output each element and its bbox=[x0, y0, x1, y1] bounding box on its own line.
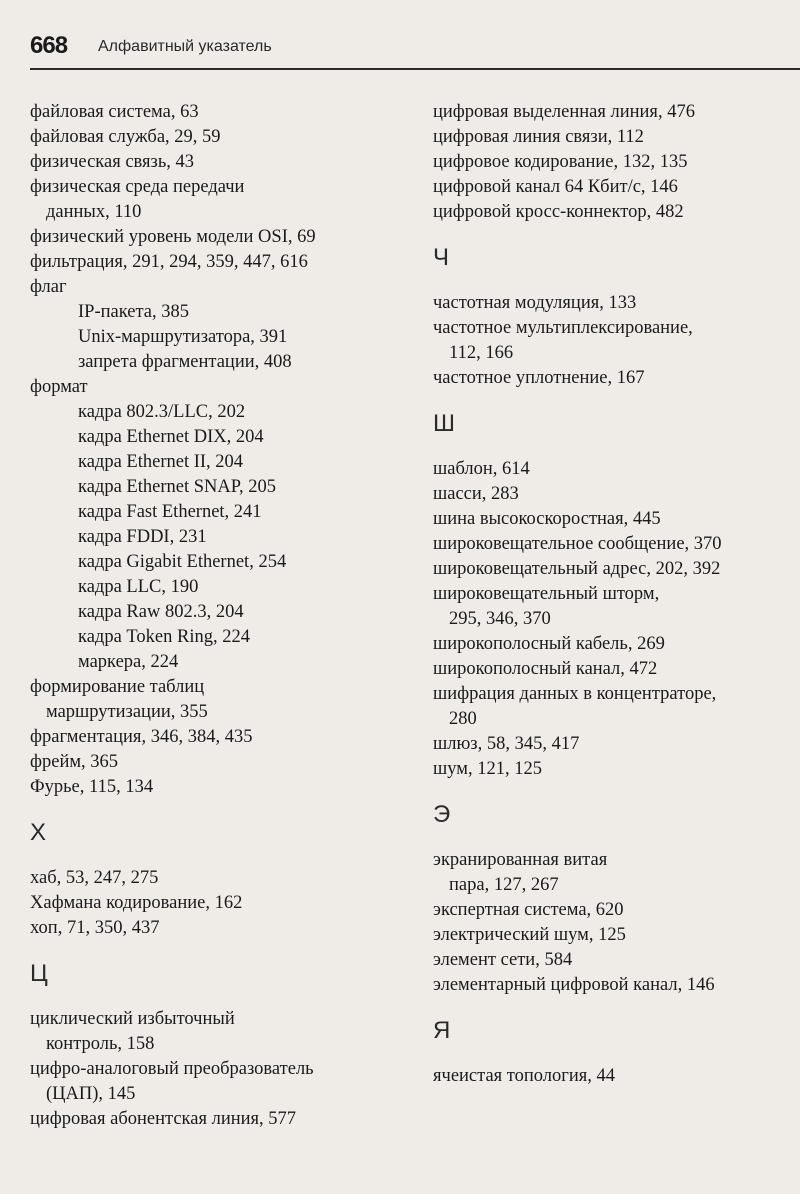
index-entry: элемент сети, 584 bbox=[433, 950, 573, 970]
index-entry: шаблон, 614 bbox=[433, 459, 530, 479]
index-subentry: IP-пакета, 385 bbox=[78, 302, 189, 322]
index-entry: циклический избыточный bbox=[30, 1009, 235, 1029]
index-entry: фильтрация, 291, 294, 359, 447, 616 bbox=[30, 252, 308, 272]
section-letter: Ц bbox=[30, 960, 48, 987]
index-entry-continuation: 112, 166 bbox=[449, 343, 514, 363]
index-entry: фрагментация, 346, 384, 435 bbox=[30, 727, 253, 747]
index-subentry: кадра Ethernet II, 204 bbox=[78, 452, 244, 472]
index-entry: цифровое кодирование, 132, 135 bbox=[433, 152, 688, 172]
index-entry: файловая служба, 29, 59 bbox=[30, 127, 221, 147]
index-entry: Фурье, 115, 134 bbox=[30, 777, 154, 797]
index-entry: цифровая абонентская линия, 577 bbox=[30, 1109, 297, 1129]
index-subentry: маркера, 224 bbox=[78, 652, 179, 672]
section-letter: Ч bbox=[433, 244, 449, 271]
index-entry: хаб, 53, 247, 275 bbox=[30, 868, 159, 888]
index-entry: хоп, 71, 350, 437 bbox=[30, 918, 160, 938]
index-entry-continuation: (ЦАП), 145 bbox=[46, 1084, 136, 1104]
section-letter: Я bbox=[433, 1017, 451, 1044]
index-entry: файловая система, 63 bbox=[30, 102, 199, 122]
section-letter: Ш bbox=[433, 410, 455, 437]
index-subentry: кадра Gigabit Ethernet, 254 bbox=[78, 552, 287, 572]
index-entry: цифро-аналоговый преобразователь bbox=[30, 1059, 314, 1079]
index-entry: широковещательное сообщение, 370 bbox=[433, 534, 722, 554]
index-entry: формирование таблиц bbox=[30, 677, 205, 697]
index-entry: шум, 121, 125 bbox=[433, 759, 542, 779]
index-entry-continuation: 280 bbox=[449, 709, 477, 729]
index-entry: широковещательный шторм, bbox=[433, 584, 660, 604]
index-entry: частотное уплотнение, 167 bbox=[433, 368, 645, 388]
index-entry: шифрация данных в концентраторе, bbox=[433, 684, 717, 704]
index-subentry: кадра Fast Ethernet, 241 bbox=[78, 502, 262, 522]
index-entry: частотная модуляция, 133 bbox=[433, 293, 637, 313]
index-entry: экранированная витая bbox=[433, 850, 608, 870]
index-entry: экспертная система, 620 bbox=[433, 900, 624, 920]
index-subentry: кадра Token Ring, 224 bbox=[78, 627, 250, 647]
index-entry: широковещательный адрес, 202, 392 bbox=[433, 559, 721, 579]
index-entry: цифровой кросс-коннектор, 482 bbox=[433, 202, 684, 222]
index-entry: ячеистая топология, 44 bbox=[433, 1066, 616, 1086]
running-title: Алфавитный указатель bbox=[98, 38, 272, 55]
index-entry: физическая среда передачи bbox=[30, 177, 245, 197]
index-subentry: кадра LLC, 190 bbox=[78, 577, 199, 597]
index-entry: физический уровень модели OSI, 69 bbox=[30, 227, 316, 247]
page-number: 668 bbox=[30, 32, 68, 59]
index-entry: элементарный цифровой канал, 146 bbox=[433, 975, 715, 995]
index-entry: фрейм, 365 bbox=[30, 752, 119, 772]
index-subentry: кадра FDDI, 231 bbox=[78, 527, 207, 547]
index-entry: Хафмана кодирование, 162 bbox=[30, 893, 243, 913]
header-rule bbox=[30, 68, 800, 70]
index-subentry: кадра 802.3/LLC, 202 bbox=[78, 402, 246, 422]
right-index-column bbox=[433, 100, 800, 1089]
index-entry: частотное мультиплексирование, bbox=[433, 318, 693, 338]
index-entry-continuation: контроль, 158 bbox=[46, 1034, 155, 1054]
index-entry: широкополосный кабель, 269 bbox=[433, 634, 665, 654]
index-entry: широкополосный канал, 472 bbox=[433, 659, 658, 679]
index-entry: цифровой канал 64 Кбит/с, 146 bbox=[433, 177, 678, 197]
index-subentry: кадра Ethernet DIX, 204 bbox=[78, 427, 264, 447]
index-entry: флаг bbox=[30, 277, 67, 297]
index-entry: формат bbox=[30, 377, 88, 397]
index-subentry: запрета фрагментации, 408 bbox=[78, 352, 292, 372]
index-entry-continuation: пара, 127, 267 bbox=[449, 875, 559, 895]
index-entry: шина высокоскоростная, 445 bbox=[433, 509, 661, 529]
index-entry: цифровая линия связи, 112 bbox=[433, 127, 644, 147]
index-subentry: кадра Ethernet SNAP, 205 bbox=[78, 477, 276, 497]
left-index-column bbox=[30, 100, 375, 1132]
index-entry: цифровая выделенная линия, 476 bbox=[433, 102, 695, 122]
index-subentry: Unix-маршрутизатора, 391 bbox=[78, 327, 288, 347]
index-subentry: кадра Raw 802.3, 204 bbox=[78, 602, 244, 622]
index-entry: шасси, 283 bbox=[433, 484, 519, 504]
index-entry: шлюз, 58, 345, 417 bbox=[433, 734, 580, 754]
index-entry-continuation: маршрутизации, 355 bbox=[46, 702, 208, 722]
page-header bbox=[30, 28, 800, 68]
index-entry: электрический шум, 125 bbox=[433, 925, 626, 945]
index-entry-continuation: данных, 110 bbox=[46, 202, 142, 222]
index-entry: физическая связь, 43 bbox=[30, 152, 195, 172]
section-letter: Х bbox=[30, 819, 47, 846]
index-entry-continuation: 295, 346, 370 bbox=[449, 609, 551, 629]
section-letter: Э bbox=[433, 801, 451, 828]
